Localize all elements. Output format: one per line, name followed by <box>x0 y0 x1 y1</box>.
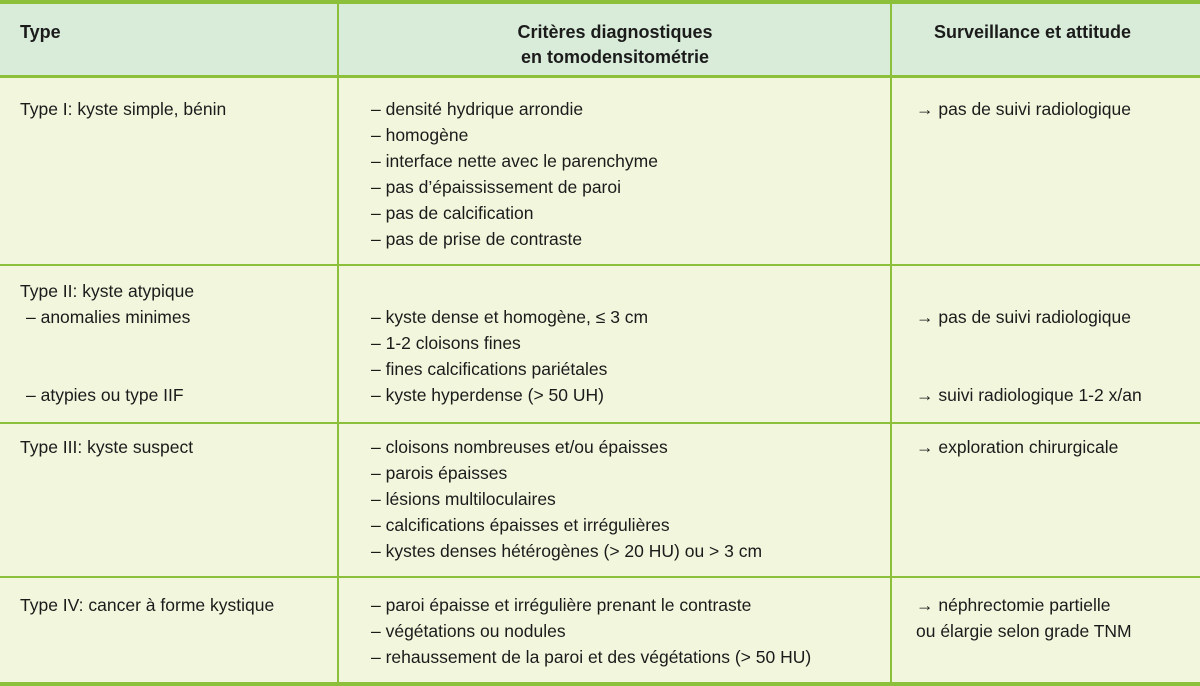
criteria-item: – cloisons nombreuses et/ou épaisses <box>371 437 668 457</box>
header-surveillance: Surveillance et attitude <box>934 22 1132 42</box>
criteria-item: – kystes denses hétérogènes (> 20 HU) ou > 3 cm <box>371 541 763 561</box>
row-divider <box>0 576 1200 578</box>
criteria-item: – végétations ou nodules <box>371 621 566 641</box>
criteria-item: – paroi épaisse et irrégulière prenant le contraste <box>371 595 752 615</box>
row3-criteria <box>371 434 762 564</box>
row2-attitude-b: → suivi radiologique 1-2 x/an <box>916 385 1142 405</box>
row1-type: Type I: kyste simple, bénin <box>20 99 227 119</box>
row3-type: Type III: kyste suspect <box>20 437 194 457</box>
row4-criteria <box>371 592 811 670</box>
criteria-item: – fines calcifications pariétales <box>371 359 608 379</box>
criteria-item: – parois épaisses <box>371 463 508 483</box>
criteria-item: – pas de calcification <box>371 203 534 223</box>
row3-attitude: → exploration chirurgicale <box>916 437 1119 457</box>
criteria-item: – kyste dense et homogène, ≤ 3 cm <box>371 307 649 327</box>
criteria-item: – rehaussement de la paroi et des végétations (> 50 HU) <box>371 647 812 667</box>
attitude-line: → néphrectomie partielle <box>916 595 1111 615</box>
row4-type: Type IV: cancer à forme kystique <box>20 595 275 615</box>
criteria-item: – 1-2 cloisons fines <box>371 333 521 353</box>
criteria-item: – homogène <box>371 125 469 145</box>
row2-attitude-a: → pas de suivi radiologique <box>916 307 1131 327</box>
row2-criteria <box>371 304 648 408</box>
row4-attitude <box>916 592 1132 644</box>
criteria-item: – densité hydrique arrondie <box>371 99 584 119</box>
column-divider <box>890 4 892 682</box>
criteria-item: – lésions multiloculaires <box>371 489 556 509</box>
criteria-item: – pas de prise de contraste <box>371 229 583 249</box>
column-divider <box>337 4 339 682</box>
attitude-line: ou élargie selon grade TNM <box>916 621 1132 641</box>
row2-type: Type II: kyste atypique <box>20 281 195 301</box>
criteria-item: – calcifications épaisses et irrégulières <box>371 515 670 535</box>
row2-sub-a: – anomalies minimes <box>26 307 191 327</box>
header-criteria <box>340 20 890 70</box>
criteria-item: – interface nette avec le parenchyme <box>371 151 658 171</box>
row2-sub-b: – atypies ou type IIF <box>26 385 184 405</box>
row1-attitude: → pas de suivi radiologique <box>916 99 1131 119</box>
row-divider <box>0 264 1200 266</box>
header-type: Type <box>20 22 61 42</box>
criteria-item: – kyste hyperdense (> 50 UH) <box>371 385 604 405</box>
table-header <box>0 4 1200 78</box>
criteria-item: – pas d’épaississement de paroi <box>371 177 622 197</box>
header-criteria-line1: Critères diagnostiques <box>517 22 713 42</box>
row-divider <box>0 422 1200 424</box>
row1-criteria <box>371 96 658 252</box>
header-criteria-line2: en tomodensitométrie <box>520 47 710 67</box>
